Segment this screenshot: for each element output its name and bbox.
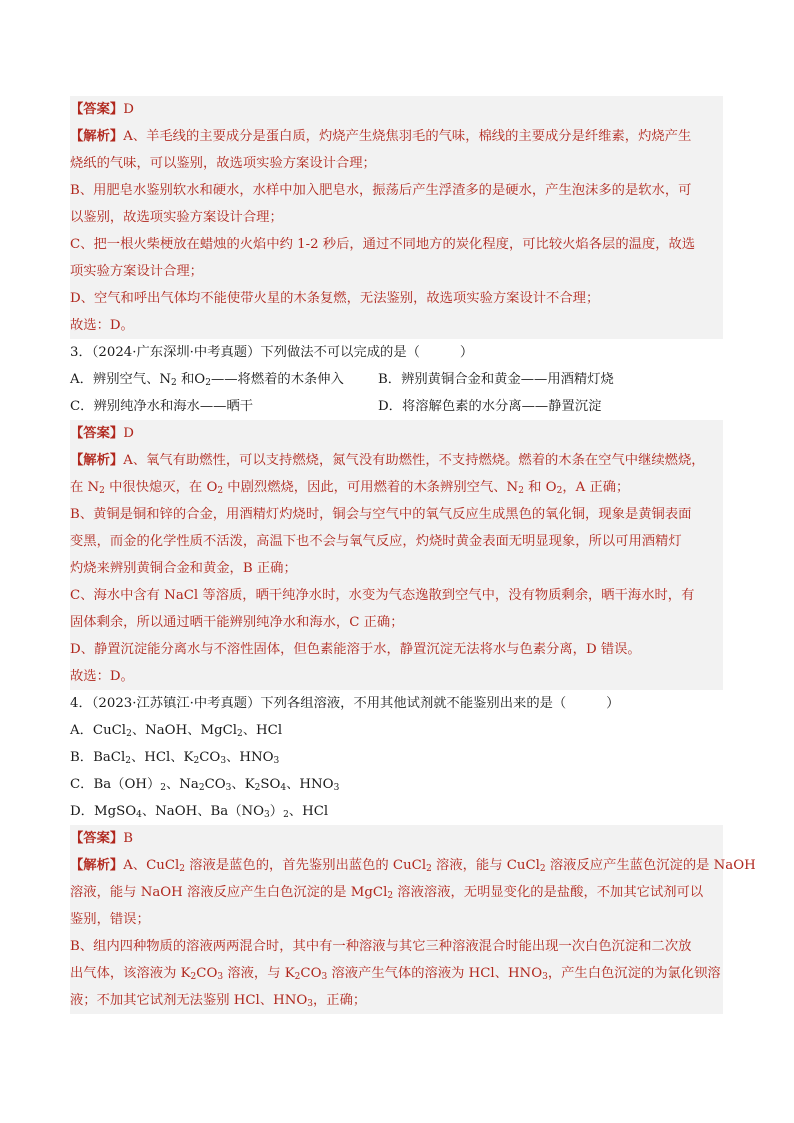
q3-answer-line: 【答案】D: [70, 426, 134, 441]
q2-analysis-line: D、空气和呼出气体均不能使带火星的木条复燃，无法鉴别，故选项实验方案设计不合理；: [70, 291, 600, 306]
q2-analysis-line: B、用肥皂水鉴别软水和硬水，水样中加入肥皂水，振荡后产生浮渣多的是硬水，产生泡沫多的是软水，可: [70, 183, 692, 198]
q3-options-row-2: [70, 393, 723, 420]
q4-option-d: D．MgSO$_4$、NaOH、$Ba(NO_3)_2$、HCl: [70, 804, 329, 820]
q2-analysis-line: 烧纸的气味，可以鉴别，故选项实验方案设计合理；: [70, 156, 376, 171]
q4-analysis-line: B、组内四种物质的溶液两两混合时，其中有一种溶液与其它三种溶液混合时能出现一次白色沉淀和二次放: [70, 939, 692, 954]
q3-analysis-line: 【解析】A、氧气有助燃性，可以支持燃烧，氮气没有助燃性，不支持燃烧。燃着的木条在空气中继续燃烧，: [70, 453, 705, 468]
q4-stem: 4．（2023·江苏镇江·中考真题）下列各组溶液，不用其他试剂就不能鉴别出来的是（ ）: [70, 696, 620, 711]
q3-answer-block: [70, 420, 723, 690]
q4-analysis-line: 液；不加其它试剂无法鉴别 HCl、$HNO_3$，正确；: [70, 993, 367, 1009]
q2-analysis-line: 项实验方案设计合理；: [70, 264, 203, 279]
q3-option-d: D．将溶解色素的水分离——静置沉淀: [378, 399, 602, 414]
q3-analysis-line: 变黑，而金的化学性质不活泼，高温下也不会与氧气反应，灼烧时黄金表面无明显现象，所以可用酒精灯: [70, 534, 682, 549]
q3-analysis-line: D、静置沉淀能分离水与不溶性固体，但色素能溶于水，静置沉淀无法将水与色素分离，D 错误。: [70, 642, 641, 657]
q2-analysis-line: C、把一根火柴梗放在蜡烛的火焰中约 1-2 秒后，通过不同地方的炭化程度，可比较火焰各层的温度，故选: [70, 237, 696, 252]
q3-analysis-line: 在 $N_2$ 中很快熄灭，在 $O_2$ 中剧烈燃烧，因此，可用燃着的木条辨别空气、$N_2$ 和 $O_2$，A 正确；: [70, 480, 630, 496]
q3-option-b: B．辨别黄铜合金和黄金——用酒精灯烧: [378, 372, 614, 387]
q3-analysis-line: C、海水中含有 NaCl 等溶质，晒干纯净水时，水变为气态逸散到空气中，没有物质剩余，晒干海水时，有: [70, 588, 695, 603]
q4-option-c: C．$Ba(OH)_2$、$Na_2CO_3$、$K_2SO_4$、$HNO_3$: [70, 777, 340, 793]
q3-analysis-line: 灼烧来辨别黄铜合金和黄金，B 正确；: [70, 561, 297, 576]
q2-analysis-line: 【解析】A、羊毛线的主要成分是蛋白质，灼烧产生烧焦羽毛的气味，棉线的主要成分是纤维素，灼烧产生: [70, 129, 692, 144]
q4-analysis-line: 溶液，能与 NaOH 溶液反应产生白色沉淀的是 MgCl$_2$ 溶液溶液，无明显变化的是盐酸，不加其它试剂可以: [70, 885, 704, 901]
q2-analysis-line: 故选：D。: [70, 318, 134, 333]
q3-option-c: C．辨别纯净水和海水——晒干: [70, 399, 254, 414]
q4-option-a: A．CuCl$_2$、NaOH、MgCl$_2$、HCl: [70, 723, 283, 739]
q2-answer-block: [70, 96, 723, 339]
q3-analysis-line: 故选：D。: [70, 669, 134, 684]
q3-analysis-line: 固体剩余，所以通过晒干能辨别纯净水和海水，C 正确；: [70, 615, 404, 630]
q4-answer-block: [70, 825, 756, 1014]
q2-answer-line: 【答案】D: [70, 102, 134, 117]
q3-option-a: A．辨别空气、$N_2$ 和$O_2——$将燃着的木条伸入: [70, 372, 344, 388]
document-page: [70, 96, 756, 1014]
q2-analysis-line: 以鉴别，故选项实验方案设计合理；: [70, 210, 283, 225]
q4-analysis-line: 鉴别，错误；: [70, 912, 150, 927]
q3-analysis-line: B、黄铜是铜和锌的合金，用酒精灯灼烧时，铜会与空气中的氧气反应生成黑色的氧化铜，现象是黄铜表面: [70, 507, 692, 522]
q4-analysis-line: 出气体，该溶液为 $K_2CO_3$ 溶液，与 $K_2CO_3$ 溶液产生气体的溶液为 HCl、$HNO_3$，产生白色沉淀的为氯化钡溶: [70, 966, 721, 982]
q3-options-row-1: [70, 366, 723, 393]
q4-answer-line: 【答案】B: [70, 831, 133, 846]
q3-stem: 3．（2024·广东深圳·中考真题）下列做法不可以完成的是（ ）: [70, 345, 474, 360]
q4-analysis-line: 【解析】A、CuCl$_2$ 溶液是蓝色的，首先鉴别出蓝色的 CuCl$_2$ 溶液，能与 CuCl$_2$ 溶液反应产生蓝色沉淀的是 NaOH: [70, 858, 756, 874]
q4-option-b: B．BaCl$_2$、HCl、$K_2CO_3$、$HNO_3$: [70, 750, 280, 766]
